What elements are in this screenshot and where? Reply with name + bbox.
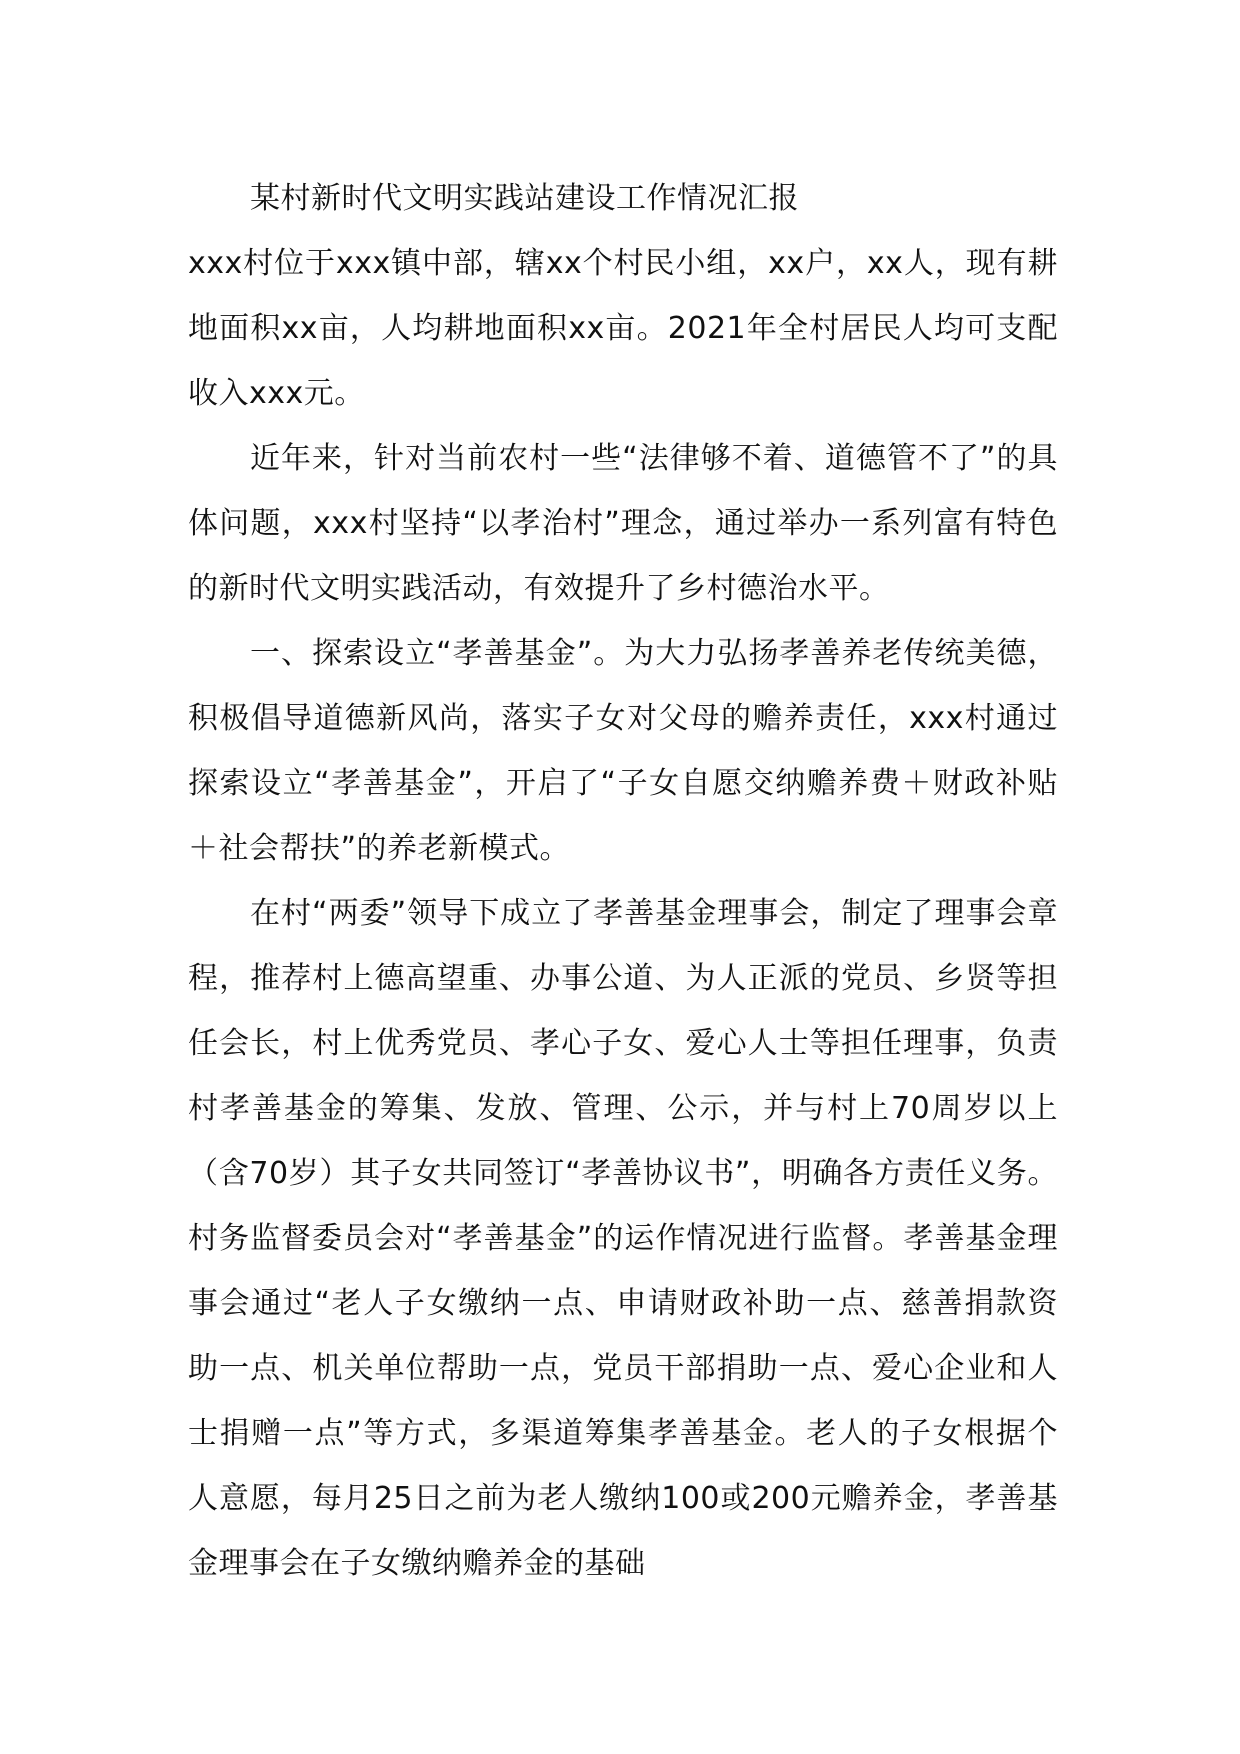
paragraph-section-one: 一、探索设立“孝善基金”。为大力弘扬孝善养老传统美德，积极倡导道德新风尚，落实子女对父母的赡养责任，xxx村通过探索设立“孝善基金”，开启了“子女自愿交纳赡养费＋财政补贴＋社会帮扶”的养老新模式。: [188, 636, 1058, 866]
paragraph-village-overview: xxx村位于xxx镇中部，辖xx个村民小组，xx户，xx人，现有耕地面积xx亩，人均耕地面积xx亩。2021年全村居民人均可支配收入xxx元。: [188, 246, 1058, 411]
document-title: 某村新时代文明实践站建设工作情况汇报: [250, 181, 799, 216]
paragraph-introduction: 近年来，针对当前农村一些“法律够不着、道德管不了”的具体问题，xxx村坚持“以孝治村”理念，通过举办一系列富有特色的新时代文明实践活动，有效提升了乡村德治水平。: [188, 441, 1058, 606]
paragraph-fund-council: 在村“两委”领导下成立了孝善基金理事会，制定了理事会章程，推荐村上德高望重、办事公道、为人正派的党员、乡贤等担任会长，村上优秀党员、孝心子女、爱心人士等担任理事，负责村孝善基金的筹集、发放、管理、公示，并与村上70周岁以上（含70岁）其子女共同签订“孝善协议书”，明确各方责任义务。村务监督委员会对“孝善基金”的运作情况进行监督。孝善基金理事会通过“老人子女缴纳一点、申请财政补助一点、慈善捐款资助一点、机关单位帮助一点，党员干部捐助一点、爱心企业和人士捐赠一点”等方式，多渠道筹集孝善基金。老人的子女根据个人意愿，每月25日之前为老人缴纳100或200元赡养金，孝善基金理事会在子女缴纳赡养金的基础: [188, 896, 1058, 1581]
document-body: [188, 166, 1058, 1596]
